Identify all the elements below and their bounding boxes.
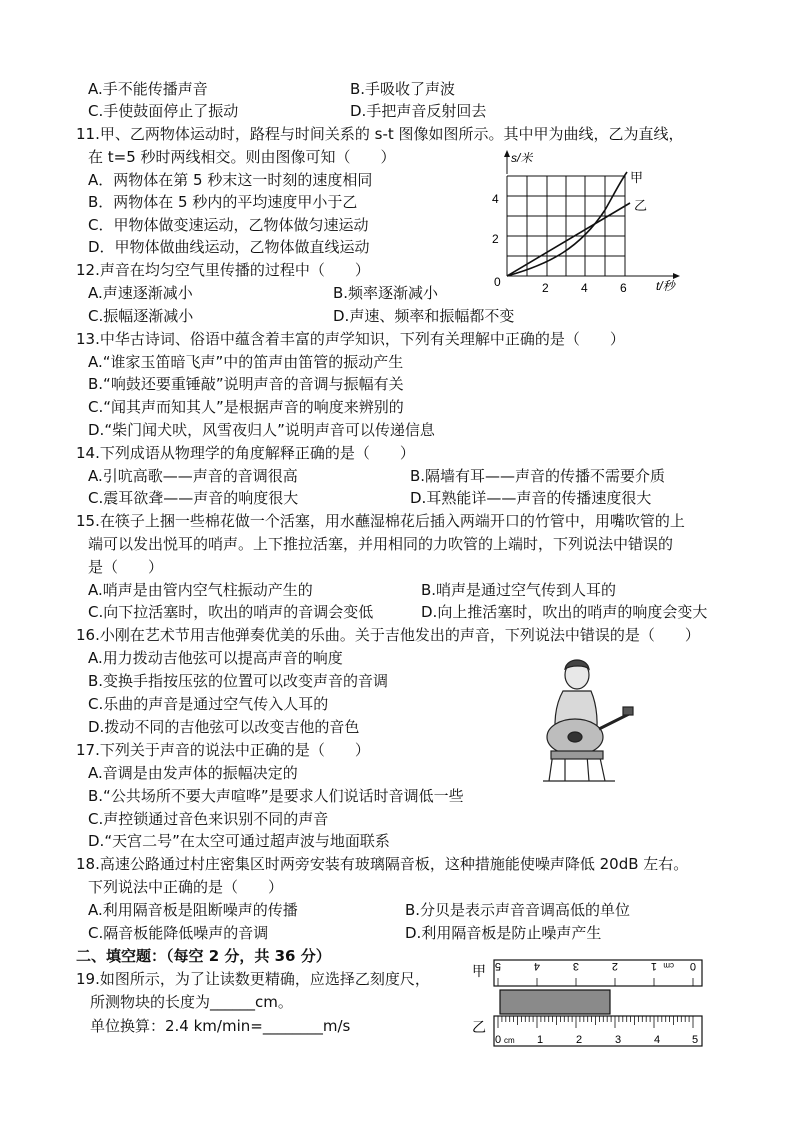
q12-option-a: A.声速逐渐减小 [88,284,193,302]
q16-option-a: A.用力拨动吉他弦可以提高声音的响度 [88,649,343,667]
q18-option-c: C.隔音板能降低噪声的音调 [88,924,269,942]
q11-option-d: D．甲物体做曲线运动，乙物体做直线运动 [88,238,370,256]
graph-y-tick-4: 4 [492,192,499,206]
guitar-player-illustration [525,655,635,785]
q18-stem-line1: 18.高速公路通过村庄密集区时两旁安装有玻璃隔音板，这种措施能使噪声降低 20dB 左右。 [76,855,689,873]
q18-option-b: B.分贝是表示声音音调高低的单位 [405,901,631,919]
q15-stem-line3: 是（ ） [88,558,164,576]
q13-option-b: B.“响鼓还要重锤敲”说明声音的音调与振幅有关 [88,375,404,393]
graph-x-label: t/秒 [656,279,675,293]
graph-x-tick-6: 6 [620,281,627,295]
q17-option-a: A.音调是由发声体的振幅决定的 [88,764,298,782]
q18-stem-line2: 下列说法中正确的是（ ） [88,878,284,896]
q19-line1: 19.如图所示，为了让读数更精确，应选择乙刻度尺， [76,970,430,988]
line-yi [507,203,630,276]
ruler-jia-tick-3: 3 [572,960,579,972]
q13-option-c: C.“闻其声而知其人”是根据声音的响度来辨别的 [88,398,404,416]
q15-option-a: A.哨声是由管内空气柱振动产生的 [88,581,313,599]
q12-option-b: B.频率逐渐减小 [333,284,439,302]
ruler-yi-tick-2: 2 [576,1034,583,1046]
q19-line3: 单位换算：2.4 km/min=________m/s [90,1017,351,1035]
q15-option-d: D.向上推活塞时，吹出的哨声的响度会变大 [421,603,708,621]
ruler-jia-tick-0: 0 [689,960,696,972]
q18-option-d: D.利用隔音板是防止噪声产生 [405,924,602,942]
q10-option-c: C.手使鼓面停止了振动 [88,102,239,120]
ruler-yi-tick-5: 5 [692,1034,699,1046]
q13-option-a: A.“谁家玉笛暗飞声”中的笛声由笛管的振动产生 [88,353,404,371]
q19-line2: 所测物块的长度为______cm。 [90,993,293,1011]
graph-origin: 0 [494,275,501,289]
q16-option-d: D.拨动不同的吉他弦可以改变吉他的音色 [88,718,360,736]
q15-option-b: B.哨声是通过空气传到人耳的 [421,581,617,599]
q12-option-d: D.声速、频率和振幅都不变 [333,307,515,325]
graph-x-tick-2: 2 [542,281,549,295]
q13-stem: 13.中华古诗词、俗语中蕴含着丰富的声学知识，下列有关理解中正确的是（ ） [76,330,625,348]
q18-option-a: A.利用隔音板是阻断噪声的传播 [88,901,298,919]
q17-stem: 17.下列关于声音的说法中正确的是（ ） [76,741,370,759]
curve-jia [507,172,627,276]
graph-y-label: s/米 [511,151,533,165]
measured-block [500,990,610,1014]
graph-label-jia: 甲 [630,170,644,185]
q11-stem-line2: 在 t=5 秒时两线相交。则由图像可知（ ） [88,148,396,166]
ruler-jia-tick-1: 1 [650,960,657,972]
ruler-label-yi: 乙 [472,1019,486,1035]
ruler-yi-unit: cm [504,1036,515,1045]
ruler-jia-tick-4: 4 [533,960,540,972]
ruler-jia-unit: cm [663,961,674,970]
q14-option-c: C.震耳欲聋——声音的响度很大 [88,489,299,507]
ruler-yi-tick-4: 4 [654,1034,661,1046]
q14-option-a: A.引吭高歌——声音的音调很高 [88,467,298,485]
q15-stem-line1: 15.在筷子上捆一些棉花做一个活塞，用水蘸湿棉花后插入两端开口的竹管中，用嘴吹管的上 [76,512,685,530]
q12-stem: 12.声音在均匀空气里传播的过程中（ ） [76,261,370,279]
q11-option-a: A．两物体在第 5 秒末这一时刻的速度相同 [88,171,373,189]
ruler-yi-tick-3: 3 [615,1034,622,1046]
q10-option-b: B.手吸收了声波 [350,80,456,98]
q10-option-a: A.手不能传播声音 [88,80,208,98]
ruler-figure [470,958,710,1050]
q14-option-b: B.隔墙有耳——声音的传播不需要介质 [410,467,666,485]
q10-option-d: D.手把声音反射回去 [350,102,487,120]
ruler-jia-tick-2: 2 [611,960,618,972]
graph-y-tick-2: 2 [492,232,499,246]
q14-stem: 14.下列成语从物理学的角度解释正确的是（ ） [76,444,415,462]
graph-label-yi: 乙 [634,198,648,213]
graph-x-tick-4: 4 [581,281,588,295]
q17-option-b: B.“公共场所不要大声喧哗”是要求人们说话时音调低一些 [88,787,464,805]
q15-option-c: C.向下拉活塞时，吹出的哨声的音调会变低 [88,603,374,621]
q11-option-b: B．两物体在 5 秒内的平均速度甲小于乙 [88,193,358,211]
q11-stem-line1: 11.甲、乙两物体运动时，路程与时间关系的 s-t 图像如图所示。其中甲为曲线，乙为直线， [76,125,684,143]
q16-stem: 16.小刚在艺术节用吉他弹奏优美的乐曲。关于吉他发出的声音，下列说法中错误的是（ ） [76,626,700,644]
q12-option-c: C.振幅逐渐减小 [88,307,194,325]
ruler-label-jia: 甲 [472,963,486,979]
q14-option-d: D.耳熟能详——声音的传播速度很大 [410,489,652,507]
q16-option-b: B.变换手指按压弦的位置可以改变声音的音调 [88,672,389,690]
q13-option-d: D.“柴门闻犬吠，风雪夜归人”说明声音可以传递信息 [88,421,435,439]
st-graph [480,148,690,298]
q11-option-c: C．甲物体做变速运动，乙物体做匀速运动 [88,216,369,234]
q17-option-d: D.“天宫二号”在太空可通过超声波与地面联系 [88,832,390,850]
ruler-yi-tick-1: 1 [537,1034,544,1046]
ruler-jia-tick-5: 5 [494,960,501,972]
q16-option-c: C.乐曲的声音是通过空气传入人耳的 [88,695,329,713]
ruler-yi-tick-0: 0 [495,1034,502,1046]
q17-option-c: C.声控锁通过音色来识别不同的声音 [88,810,329,828]
section-2-title: 二、填空题：（每空 2 分，共 36 分） [76,947,331,965]
q15-stem-line2: 端可以发出悦耳的哨声。上下推拉活塞，并用相同的力吹管的上端时，下列说法中错误的 [88,535,674,553]
